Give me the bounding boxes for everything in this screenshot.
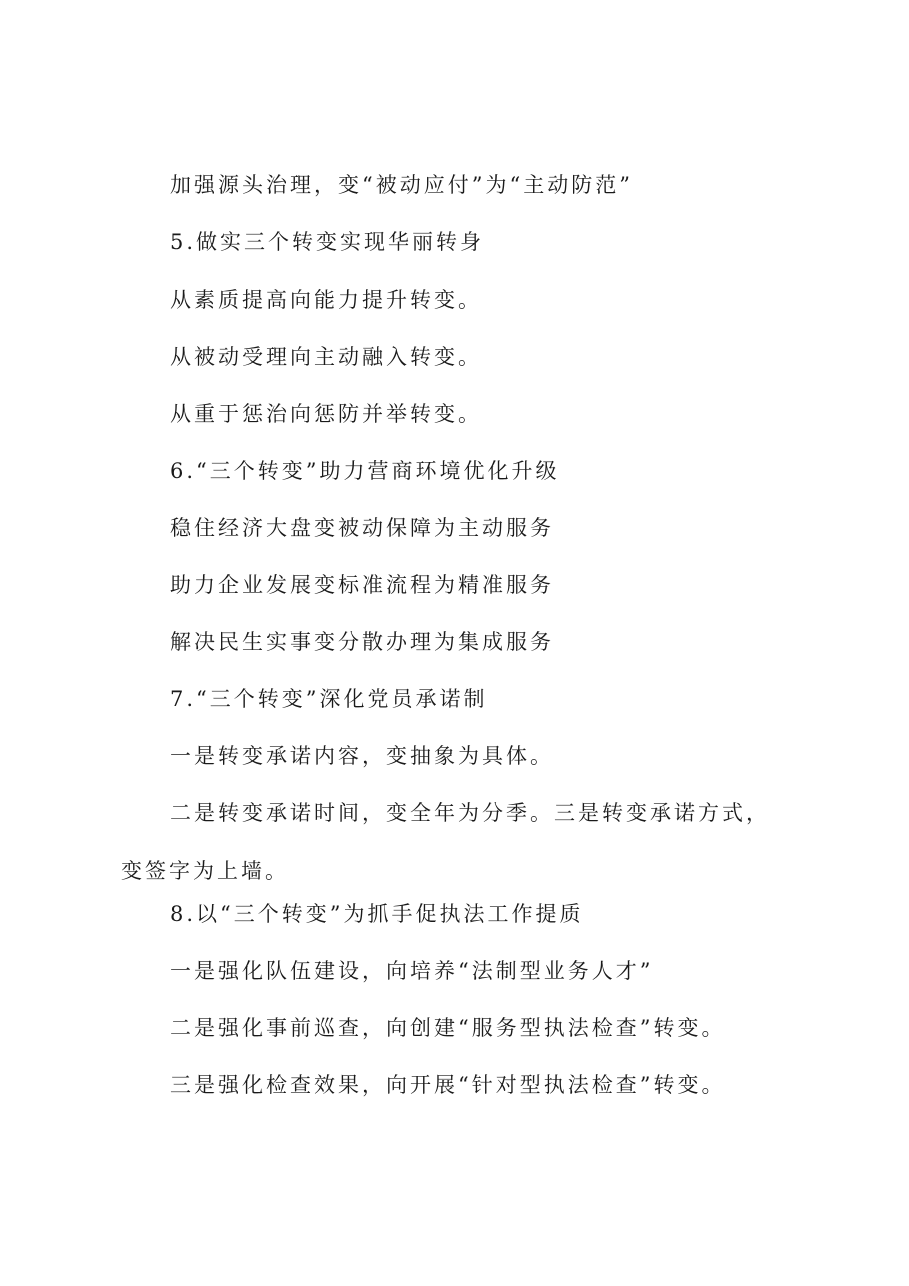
heading-6: 6.“三个转变”助力营商环境优化升级 — [170, 459, 560, 483]
paragraph-enterprise: 助力企业发展变标准流程为精准服务 — [170, 573, 554, 597]
paragraph-livelihood: 解决民生实事变分散办理为集成服务 — [170, 630, 554, 654]
heading-8: 8.以“三个转变”为抓手促执法工作提质 — [170, 902, 584, 926]
paragraph-pre-inspection: 二是强化事前巡查，向创建“服务型执法检查”转变。 — [170, 1016, 726, 1040]
paragraph-passive-to-active: 从被动受理向主动融入转变。 — [170, 345, 482, 369]
paragraph-punish-to-prevent: 从重于惩治向惩防并举转变。 — [170, 402, 482, 426]
paragraph-team-building: 一是强化队伍建设，向培养“法制型业务人才” — [170, 959, 654, 983]
paragraph-inspection-effect: 三是强化检查效果，向开展“针对型执法检查”转变。 — [170, 1073, 726, 1097]
paragraph-commitment-time-and-method: 二是转变承诺时间，变全年为分季。三是转变承诺方式，变签字为上墙。 — [121, 801, 770, 883]
paragraph-source-governance: 加强源头治理，变“被动应付”为“主动防范” — [170, 173, 633, 197]
heading-5: 5.做实三个转变实现华丽转身 — [170, 230, 485, 254]
paragraph-quality-to-ability: 从素质提高向能力提升转变。 — [170, 288, 482, 312]
heading-7: 7.“三个转变”深化党员承诺制 — [170, 687, 488, 711]
paragraph-economy: 稳住经济大盘变被动保障为主动服务 — [170, 516, 554, 540]
paragraph-commitment-content: 一是转变承诺内容，变抽象为具体。 — [170, 744, 554, 768]
